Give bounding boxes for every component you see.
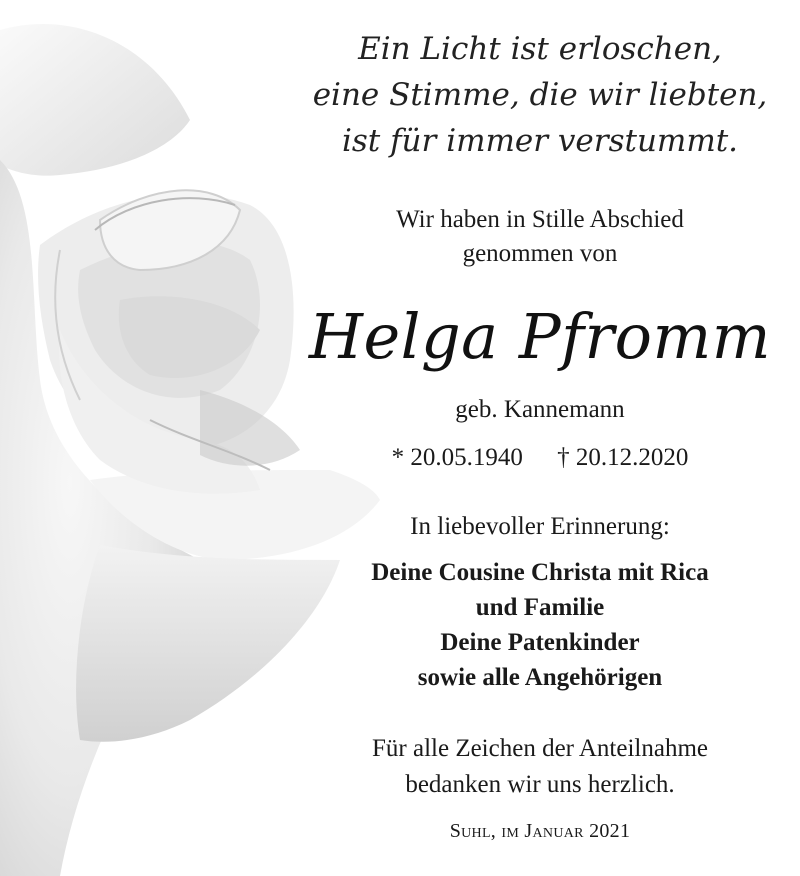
intro-line: Wir haben in Stille Abschied: [396, 206, 684, 233]
deceased-name: Helga Pfromm: [308, 300, 772, 373]
intro-text: [280, 203, 800, 271]
poem-line: eine Stimme, die wir liebten,: [312, 77, 768, 113]
mourner-line: Deine Patenkinder: [440, 629, 640, 656]
life-dates: [280, 441, 800, 475]
mourner-line: und Familie: [475, 594, 605, 621]
place-date: Suhl, im Januar 2021: [449, 820, 631, 842]
mourner-line: sowie alle Angehörigen: [417, 664, 663, 691]
obituary-text: [280, 0, 800, 876]
poem-line: ist für immer verstummt.: [341, 123, 739, 159]
birth-date: * 20.05.1940: [391, 444, 523, 471]
mourner-line: Deine Cousine Christa mit Rica: [371, 559, 709, 586]
memory-line: In liebevoller Erinnerung:: [410, 513, 670, 540]
thanks-line: Für alle Zeichen der Anteilnahme: [372, 735, 708, 762]
death-date: † 20.12.2020: [557, 444, 689, 471]
mourners-list: [280, 555, 800, 695]
poem-line: Ein Licht ist erloschen,: [358, 31, 722, 67]
thanks-line: bedanken wir uns herzlich.: [405, 771, 675, 798]
intro-line: genommen von: [462, 240, 618, 267]
poem: [280, 26, 800, 164]
birth-name: geb. Kannemann: [455, 396, 625, 423]
thanks-text: [280, 731, 800, 803]
